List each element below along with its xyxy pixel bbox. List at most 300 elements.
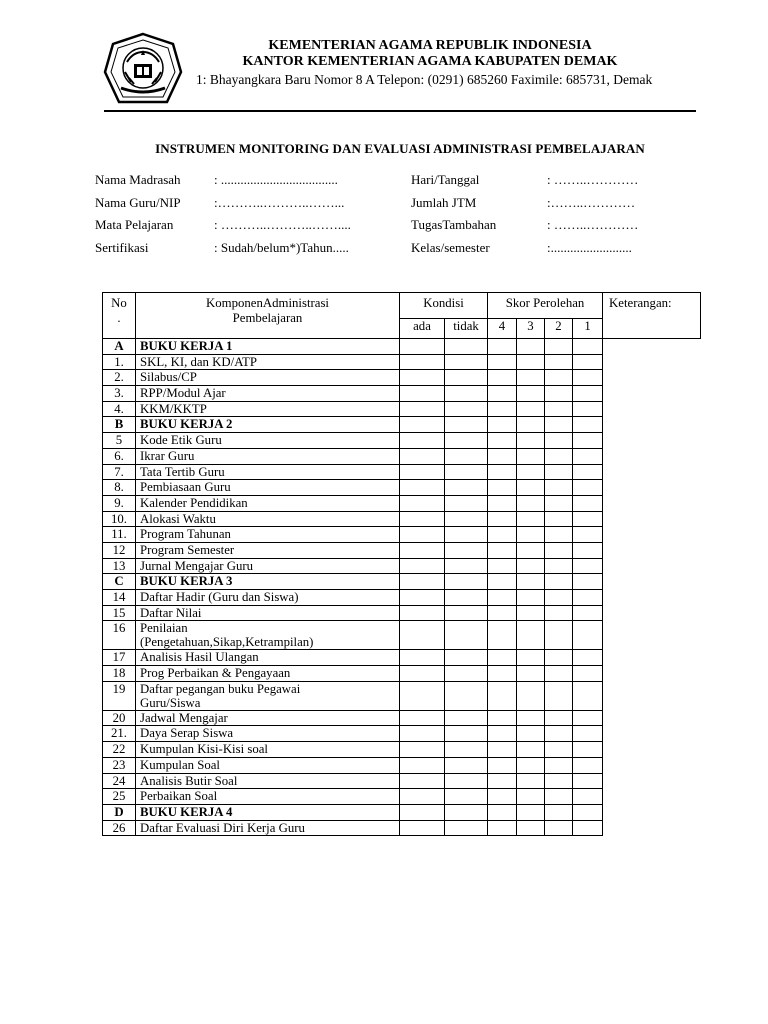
cell-skor-2[interactable] xyxy=(545,480,573,496)
info-label-jumlah-jtm: Jumlah JTM xyxy=(411,195,477,210)
cell-skor-4[interactable] xyxy=(488,448,517,464)
cell-ada[interactable] xyxy=(400,574,445,590)
cell-skor-3[interactable] xyxy=(517,621,545,650)
row-component-text: Perbaikan Soal xyxy=(140,789,218,804)
subheader-2: 2 xyxy=(545,319,573,339)
info-label-hari-tanggal: Hari/Tanggal xyxy=(411,172,480,187)
header-no-dot: . xyxy=(117,311,121,325)
info-value-nama-guru: :………..………..……... xyxy=(214,195,345,210)
cell-tidak[interactable] xyxy=(445,558,488,574)
cell-tidak[interactable] xyxy=(445,511,488,527)
cell-skor-4[interactable] xyxy=(488,590,517,606)
cell-skor-1[interactable] xyxy=(573,464,603,480)
cell-tidak[interactable] xyxy=(445,605,488,621)
cell-tidak[interactable] xyxy=(445,726,488,742)
cell-tidak[interactable] xyxy=(445,417,488,433)
cell-skor-1[interactable] xyxy=(573,386,603,402)
info-label-kelas-semester: Kelas/semester xyxy=(411,240,490,255)
row-component-text: Program Tahunan xyxy=(140,527,231,542)
cell-skor-3[interactable] xyxy=(517,433,545,449)
cell-skor-1[interactable] xyxy=(573,401,603,417)
cell-ada[interactable] xyxy=(400,650,445,666)
cell-skor-1[interactable] xyxy=(573,681,603,710)
table-row xyxy=(103,621,701,650)
row-number: 2. xyxy=(103,370,136,386)
cell-ada[interactable] xyxy=(400,804,445,820)
header-no xyxy=(103,293,136,339)
cell-skor-4[interactable] xyxy=(488,804,517,820)
cell-skor-2[interactable] xyxy=(545,605,573,621)
row-component-text: RPP/Modul Ajar xyxy=(140,386,226,401)
cell-skor-2[interactable] xyxy=(545,804,573,820)
cell-skor-4[interactable] xyxy=(488,574,517,590)
header-kondisi: Kondisi xyxy=(400,293,488,319)
table-row xyxy=(103,354,701,370)
cell-skor-1[interactable] xyxy=(573,757,603,773)
table-row xyxy=(103,605,701,621)
cell-skor-3[interactable] xyxy=(517,464,545,480)
cell-ada[interactable] xyxy=(400,621,445,650)
row-component-text-cont: Guru/Siswa xyxy=(140,695,201,710)
cell-skor-1[interactable] xyxy=(573,574,603,590)
row-number: D xyxy=(103,804,136,820)
cell-skor-3[interactable] xyxy=(517,820,545,836)
cell-ada[interactable] xyxy=(400,757,445,773)
row-component xyxy=(136,789,400,805)
cell-skor-3[interactable] xyxy=(517,417,545,433)
row-component xyxy=(136,433,400,449)
info-value-hari-tanggal: : ……..………… xyxy=(547,172,639,187)
cell-ada[interactable] xyxy=(400,666,445,682)
row-component xyxy=(136,742,400,758)
cell-tidak[interactable] xyxy=(445,804,488,820)
cell-ada[interactable] xyxy=(400,448,445,464)
cell-skor-1[interactable] xyxy=(573,527,603,543)
row-component-text: Alokasi Waktu xyxy=(140,511,216,526)
subheader-tidak: tidak xyxy=(445,319,488,339)
cell-ada[interactable] xyxy=(400,726,445,742)
cell-tidak[interactable] xyxy=(445,666,488,682)
row-number: C xyxy=(103,574,136,590)
table-row xyxy=(103,480,701,496)
cell-skor-3[interactable] xyxy=(517,773,545,789)
row-number: 7. xyxy=(103,464,136,480)
cell-ada[interactable] xyxy=(400,820,445,836)
row-component-text: Jurnal Mengajar Guru xyxy=(140,558,254,573)
cell-skor-4[interactable] xyxy=(488,495,517,511)
cell-tidak[interactable] xyxy=(445,574,488,590)
cell-ada[interactable] xyxy=(400,773,445,789)
cell-skor-4[interactable] xyxy=(488,354,517,370)
row-component xyxy=(136,650,400,666)
row-number: 11. xyxy=(103,527,136,543)
cell-skor-2[interactable] xyxy=(545,710,573,726)
table-row xyxy=(103,650,701,666)
row-number: 16 xyxy=(103,621,136,650)
info-label-sertifikasi: Sertifikasi xyxy=(95,240,149,255)
cell-skor-4[interactable] xyxy=(488,681,517,710)
cell-ada[interactable] xyxy=(400,558,445,574)
info-value-jumlah-jtm: :……..………… xyxy=(547,195,636,210)
cell-tidak[interactable] xyxy=(445,495,488,511)
cell-ada[interactable] xyxy=(400,511,445,527)
cell-ada[interactable] xyxy=(400,433,445,449)
cell-skor-3[interactable] xyxy=(517,726,545,742)
row-component-text: BUKU KERJA 2 xyxy=(140,417,233,432)
cell-skor-1[interactable] xyxy=(573,339,603,355)
cell-skor-2[interactable] xyxy=(545,574,573,590)
table-section-row xyxy=(103,417,701,433)
row-component-text: Silabus/CP xyxy=(140,370,197,385)
row-component xyxy=(136,757,400,773)
row-number: 13 xyxy=(103,558,136,574)
cell-ada[interactable] xyxy=(400,354,445,370)
cell-skor-3[interactable] xyxy=(517,370,545,386)
cell-skor-2[interactable] xyxy=(545,339,573,355)
cell-skor-3[interactable] xyxy=(517,710,545,726)
cell-ada[interactable] xyxy=(400,681,445,710)
cell-skor-3[interactable] xyxy=(517,681,545,710)
cell-skor-4[interactable] xyxy=(488,757,517,773)
row-number: 25 xyxy=(103,789,136,805)
cell-ada[interactable] xyxy=(400,339,445,355)
cell-tidak[interactable] xyxy=(445,386,488,402)
cell-skor-2[interactable] xyxy=(545,370,573,386)
row-component xyxy=(136,820,400,836)
row-number: 4. xyxy=(103,401,136,417)
cell-skor-3[interactable] xyxy=(517,527,545,543)
cell-skor-3[interactable] xyxy=(517,804,545,820)
row-component-text: Pembiasaan Guru xyxy=(140,480,231,495)
cell-skor-1[interactable] xyxy=(573,433,603,449)
row-number: 8. xyxy=(103,480,136,496)
cell-skor-4[interactable] xyxy=(488,401,517,417)
cell-skor-4[interactable] xyxy=(488,542,517,558)
cell-skor-4[interactable] xyxy=(488,773,517,789)
cell-skor-1[interactable] xyxy=(573,495,603,511)
cell-skor-3[interactable] xyxy=(517,354,545,370)
row-number: 20 xyxy=(103,710,136,726)
cell-skor-1[interactable] xyxy=(573,666,603,682)
cell-tidak[interactable] xyxy=(445,773,488,789)
row-component xyxy=(136,480,400,496)
row-component xyxy=(136,574,400,590)
cell-skor-1[interactable] xyxy=(573,804,603,820)
row-component-text: Jadwal Mengajar xyxy=(140,710,228,725)
cell-skor-4[interactable] xyxy=(488,789,517,805)
cell-tidak[interactable] xyxy=(445,433,488,449)
row-component-text: Daya Serap Siswa xyxy=(140,726,234,741)
cell-ada[interactable] xyxy=(400,542,445,558)
cell-tidak[interactable] xyxy=(445,480,488,496)
cell-skor-3[interactable] xyxy=(517,742,545,758)
cell-ada[interactable] xyxy=(400,590,445,606)
row-number: 18 xyxy=(103,666,136,682)
row-component xyxy=(136,339,400,355)
cell-skor-1[interactable] xyxy=(573,605,603,621)
cell-skor-4[interactable] xyxy=(488,527,517,543)
table-row xyxy=(103,681,701,710)
cell-skor-1[interactable] xyxy=(573,773,603,789)
cell-tidak[interactable] xyxy=(445,789,488,805)
letterhead-divider xyxy=(104,110,696,112)
row-component-text: Kumpulan Soal xyxy=(140,757,220,772)
row-component xyxy=(136,773,400,789)
cell-tidak[interactable] xyxy=(445,757,488,773)
table-section-row xyxy=(103,574,701,590)
cell-ada[interactable] xyxy=(400,370,445,386)
cell-ada[interactable] xyxy=(400,495,445,511)
cell-tidak[interactable] xyxy=(445,650,488,666)
cell-skor-1[interactable] xyxy=(573,417,603,433)
table-row xyxy=(103,820,701,836)
cell-skor-2[interactable] xyxy=(545,742,573,758)
cell-skor-4[interactable] xyxy=(488,464,517,480)
cell-skor-3[interactable] xyxy=(517,542,545,558)
row-component xyxy=(136,542,400,558)
row-component-text: Daftar Hadir (Guru dan Siswa) xyxy=(140,590,299,604)
cell-skor-2[interactable] xyxy=(545,448,573,464)
cell-skor-4[interactable] xyxy=(488,650,517,666)
cell-tidak[interactable] xyxy=(445,542,488,558)
row-number: 12 xyxy=(103,542,136,558)
row-number: 6. xyxy=(103,448,136,464)
table-row xyxy=(103,401,701,417)
row-component-text: Kumpulan Kisi-Kisi soal xyxy=(140,742,268,757)
row-component-text: SKL, KI, dan KD/ATP xyxy=(140,354,257,369)
table-header-row xyxy=(103,293,701,319)
cell-skor-3[interactable] xyxy=(517,666,545,682)
cell-tidak[interactable] xyxy=(445,820,488,836)
header-skor: Skor Perolehan xyxy=(488,293,603,319)
cell-skor-4[interactable] xyxy=(488,370,517,386)
cell-ada[interactable] xyxy=(400,742,445,758)
cell-skor-3[interactable] xyxy=(517,757,545,773)
cell-ada[interactable] xyxy=(400,417,445,433)
table-section-row xyxy=(103,804,701,820)
cell-tidak[interactable] xyxy=(445,448,488,464)
subheader-4: 4 xyxy=(488,319,517,339)
cell-skor-4[interactable] xyxy=(488,386,517,402)
cell-skor-3[interactable] xyxy=(517,605,545,621)
row-number: A xyxy=(103,339,136,355)
cell-skor-2[interactable] xyxy=(545,789,573,805)
row-component-text: Kalender Pendidikan xyxy=(140,495,248,510)
cell-skor-2[interactable] xyxy=(545,401,573,417)
cell-skor-2[interactable] xyxy=(545,773,573,789)
subheader-ada: ada xyxy=(400,319,445,339)
row-number: 21. xyxy=(103,726,136,742)
table-row xyxy=(103,370,701,386)
subheader-1: 1 xyxy=(573,319,603,339)
info-label-nama-guru: Nama Guru/NIP xyxy=(95,195,181,210)
table-row xyxy=(103,511,701,527)
cell-skor-2[interactable] xyxy=(545,495,573,511)
table-row xyxy=(103,448,701,464)
cell-skor-2[interactable] xyxy=(545,666,573,682)
cell-skor-2[interactable] xyxy=(545,527,573,543)
table-row xyxy=(103,742,701,758)
row-number: 14 xyxy=(103,590,136,606)
cell-skor-1[interactable] xyxy=(573,742,603,758)
cell-tidak[interactable] xyxy=(445,401,488,417)
cell-skor-2[interactable] xyxy=(545,820,573,836)
row-number: 5 xyxy=(103,433,136,449)
cell-tidak[interactable] xyxy=(445,710,488,726)
cell-tidak[interactable] xyxy=(445,527,488,543)
cell-skor-4[interactable] xyxy=(488,605,517,621)
subheader-3: 3 xyxy=(517,319,545,339)
row-number: 22 xyxy=(103,742,136,758)
cell-skor-4[interactable] xyxy=(488,558,517,574)
row-component xyxy=(136,527,400,543)
row-component-text: Daftar Evaluasi Diri Kerja Guru xyxy=(140,820,305,835)
row-number: 19 xyxy=(103,681,136,710)
cell-ada[interactable] xyxy=(400,789,445,805)
info-value-mata-pelajaran: : ………..………..…….... xyxy=(214,217,351,232)
cell-ada[interactable] xyxy=(400,480,445,496)
cell-skor-3[interactable] xyxy=(517,448,545,464)
row-number: 15 xyxy=(103,605,136,621)
table-row xyxy=(103,789,701,805)
cell-skor-3[interactable] xyxy=(517,401,545,417)
table-row xyxy=(103,666,701,682)
cell-skor-1[interactable] xyxy=(573,480,603,496)
row-component-text: Prog Perbaikan & Pengayaan xyxy=(140,666,291,681)
cell-skor-4[interactable] xyxy=(488,433,517,449)
cell-skor-1[interactable] xyxy=(573,710,603,726)
row-component-text: BUKU KERJA 1 xyxy=(140,339,233,353)
cell-skor-4[interactable] xyxy=(488,726,517,742)
row-component-text: Program Semester xyxy=(140,542,235,557)
cell-tidak[interactable] xyxy=(445,621,488,650)
cell-skor-1[interactable] xyxy=(573,590,603,606)
cell-skor-2[interactable] xyxy=(545,757,573,773)
cell-skor-1[interactable] xyxy=(573,542,603,558)
cell-skor-2[interactable] xyxy=(545,511,573,527)
cell-skor-2[interactable] xyxy=(545,417,573,433)
cell-skor-4[interactable] xyxy=(488,666,517,682)
cell-skor-1[interactable] xyxy=(573,650,603,666)
cell-ada[interactable] xyxy=(400,710,445,726)
row-component xyxy=(136,621,400,650)
cell-skor-2[interactable] xyxy=(545,354,573,370)
cell-skor-2[interactable] xyxy=(545,681,573,710)
cell-skor-3[interactable] xyxy=(517,511,545,527)
cell-skor-2[interactable] xyxy=(545,542,573,558)
cell-skor-4[interactable] xyxy=(488,339,517,355)
row-number: 10. xyxy=(103,511,136,527)
info-value-nama-madrasah: : .................................... xyxy=(214,172,338,187)
row-component xyxy=(136,495,400,511)
row-component xyxy=(136,386,400,402)
cell-tidak[interactable] xyxy=(445,370,488,386)
cell-ada[interactable] xyxy=(400,386,445,402)
row-component-text: Analisis Butir Soal xyxy=(140,773,238,788)
cell-skor-2[interactable] xyxy=(545,726,573,742)
cell-tidak[interactable] xyxy=(445,339,488,355)
cell-skor-2[interactable] xyxy=(545,558,573,574)
row-component xyxy=(136,605,400,621)
cell-skor-4[interactable] xyxy=(488,742,517,758)
cell-skor-4[interactable] xyxy=(488,511,517,527)
monitoring-table xyxy=(102,292,701,836)
cell-skor-3[interactable] xyxy=(517,650,545,666)
row-component-text: BUKU KERJA 3 xyxy=(140,574,233,589)
row-component-text-cont: (Pengetahuan,Sikap,Ketrampilan) xyxy=(140,635,314,650)
cell-skor-1[interactable] xyxy=(573,621,603,650)
cell-skor-4[interactable] xyxy=(488,480,517,496)
cell-ada[interactable] xyxy=(400,464,445,480)
cell-skor-1[interactable] xyxy=(573,820,603,836)
cell-skor-1[interactable] xyxy=(573,726,603,742)
cell-tidak[interactable] xyxy=(445,354,488,370)
row-number: 9. xyxy=(103,495,136,511)
letterhead xyxy=(150,38,710,89)
cell-skor-3[interactable] xyxy=(517,590,545,606)
cell-skor-4[interactable] xyxy=(488,417,517,433)
cell-tidak[interactable] xyxy=(445,681,488,710)
info-label-tugas-tambahan: TugasTambahan xyxy=(411,217,497,232)
cell-skor-1[interactable] xyxy=(573,511,603,527)
cell-skor-1[interactable] xyxy=(573,448,603,464)
table-body xyxy=(103,339,701,836)
cell-skor-3[interactable] xyxy=(517,339,545,355)
cell-ada[interactable] xyxy=(400,527,445,543)
table-row xyxy=(103,386,701,402)
cell-tidak[interactable] xyxy=(445,464,488,480)
cell-skor-4[interactable] xyxy=(488,820,517,836)
cell-skor-3[interactable] xyxy=(517,558,545,574)
row-component xyxy=(136,417,400,433)
cell-skor-2[interactable] xyxy=(545,590,573,606)
row-number: 23 xyxy=(103,757,136,773)
row-component-text: BUKU KERJA 4 xyxy=(140,804,233,819)
row-component xyxy=(136,448,400,464)
cell-tidak[interactable] xyxy=(445,590,488,606)
cell-skor-1[interactable] xyxy=(573,370,603,386)
cell-ada[interactable] xyxy=(400,605,445,621)
row-component-text: Tata Tertib Guru xyxy=(140,464,225,479)
header-no-label: No xyxy=(111,296,127,310)
cell-skor-3[interactable] xyxy=(517,574,545,590)
cell-tidak[interactable] xyxy=(445,742,488,758)
row-component-text: Daftar Nilai xyxy=(140,605,202,620)
cell-skor-2[interactable] xyxy=(545,650,573,666)
cell-skor-3[interactable] xyxy=(517,386,545,402)
cell-skor-2[interactable] xyxy=(545,386,573,402)
row-number: B xyxy=(103,417,136,433)
table-row xyxy=(103,710,701,726)
info-label-nama-madrasah: Nama Madrasah xyxy=(95,172,181,187)
cell-skor-3[interactable] xyxy=(517,495,545,511)
row-component-text: Daftar pegangan buku Pegawai xyxy=(140,681,301,696)
row-number: 26 xyxy=(103,820,136,836)
cell-skor-3[interactable] xyxy=(517,480,545,496)
cell-skor-1[interactable] xyxy=(573,789,603,805)
cell-skor-4[interactable] xyxy=(488,710,517,726)
cell-skor-4[interactable] xyxy=(488,621,517,650)
cell-skor-2[interactable] xyxy=(545,433,573,449)
cell-skor-2[interactable] xyxy=(545,621,573,650)
cell-skor-2[interactable] xyxy=(545,464,573,480)
cell-ada[interactable] xyxy=(400,401,445,417)
info-value-tugas-tambahan: : ……..………… xyxy=(547,217,639,232)
cell-skor-3[interactable] xyxy=(517,789,545,805)
cell-skor-1[interactable] xyxy=(573,354,603,370)
cell-skor-1[interactable] xyxy=(573,558,603,574)
row-component xyxy=(136,401,400,417)
